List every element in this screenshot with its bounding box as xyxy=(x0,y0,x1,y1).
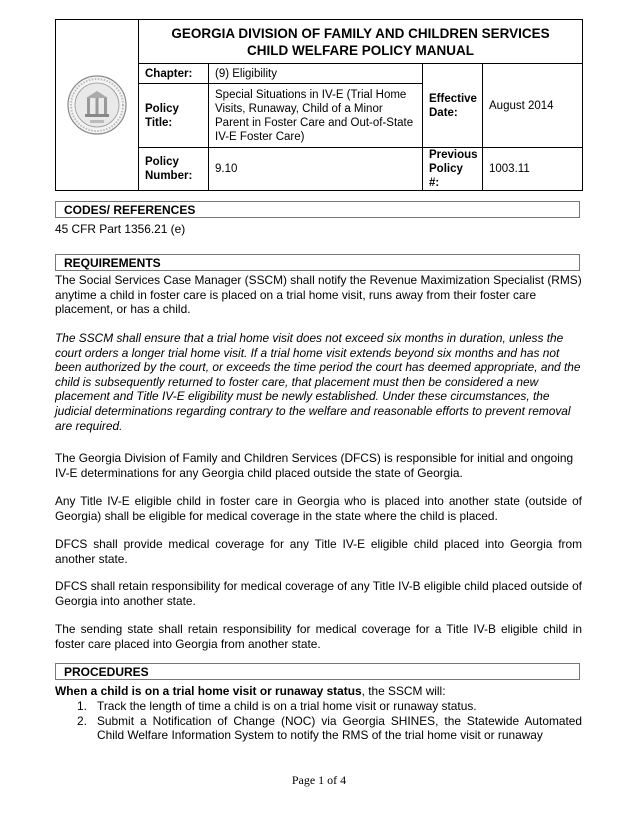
previous-policy-label: Previous Policy #: xyxy=(423,148,483,191)
requirements-paragraph-6: DFCS shall retain responsibility for medical coverage of any Title IV-B eligible child placed outside of Georgia into another state. xyxy=(55,579,582,608)
chapter-label: Chapter: xyxy=(139,64,209,84)
manual-title-line2: CHILD WELFARE POLICY MANUAL xyxy=(247,42,474,58)
page-number: Page 1 of 4 xyxy=(291,773,347,787)
requirements-paragraph-4: Any Title IV-E eligible child in foster care in Georgia who is placed into another state (outside of Georgia) shall be eligible for medical coverage in the state where the child is placed. xyxy=(55,494,582,523)
policy-header-table xyxy=(55,19,583,191)
procedures-heading: PROCEDURES xyxy=(55,663,580,680)
effective-date-value: August 2014 xyxy=(483,64,583,148)
requirements-heading: REQUIREMENTS xyxy=(55,254,580,271)
list-item-number: 1. xyxy=(77,699,87,713)
codes-references-text: 45 CFR Part 1356.21 (e) xyxy=(55,222,186,236)
policy-title-value: Special Situations in IV-E (Trial Home Visits, Runaway, Child of a Minor Parent in Foster Care and Out-of-State IV-E Foster Care) xyxy=(209,84,423,148)
requirements-paragraph-1: The Social Services Case Manager (SSCM) shall notify the Revenue Maximization Specialist (RMS) anytime a child in foster care is placed on a trial home visit, runs away from their foster care placement, or has a child. xyxy=(55,273,582,317)
requirements-paragraph-2: The SSCM shall ensure that a trial home visit does not exceed six months in duration, unless the court orders a longer trial home visit. If a trial home visit extends beyond six months and has not been authorized by the court, or exceeds the time period the court has deemed appropriate, and the child is subsequently returned to foster care, that placement must then be considered a new placement and Title IV-E eligibility must be newly established. Under these circumstances, the judicial determinations regarding contrary to the welfare and reasonable efforts to prevent removal are required. xyxy=(55,331,581,433)
procedures-intro-rest: , the SSCM will: xyxy=(361,684,446,698)
previous-policy-value: 1003.11 xyxy=(483,148,583,191)
effective-date-label: Effective Date: xyxy=(423,64,483,148)
list-item-text: Track the length of time a child is on a trial home visit or runaway status. xyxy=(97,699,477,713)
procedures-intro-bold: When a child is on a trial home visit or runaway status xyxy=(55,684,362,698)
procedures-list xyxy=(55,699,582,743)
seal-cell xyxy=(56,20,139,191)
manual-title xyxy=(139,20,583,64)
procedures-intro xyxy=(55,684,582,699)
chapter-value: (9) Eligibility xyxy=(209,64,423,84)
policy-number-value: 9.10 xyxy=(209,148,423,191)
policy-number-label: Policy Number: xyxy=(139,148,209,191)
requirements-paragraph-7: The sending state shall retain responsibility for medical coverage for a Title IV-B eligible child in foster care placed into Georgia from another state. xyxy=(55,622,582,651)
manual-title-line1: GEORGIA DIVISION OF FAMILY AND CHILDREN SERVICES xyxy=(171,25,550,41)
codes-references-heading: CODES/ REFERENCES xyxy=(55,201,580,218)
georgia-seal-icon xyxy=(66,74,128,136)
requirements-paragraph-3: The Georgia Division of Family and Children Services (DFCS) is responsible for initial and ongoing IV-E determinations for any Georgia child placed outside the state of Georgia. xyxy=(55,451,574,480)
list-item xyxy=(55,714,582,743)
list-item-number: 2. xyxy=(77,713,87,728)
policy-title-label: Policy Title: xyxy=(139,84,209,148)
list-item-text: Submit a Notification of Change (NOC) via Georgia SHINES, the Statewide Automated Child Welfare Information System to notify the RMS of the trial home visit or runaway xyxy=(97,713,582,743)
requirements-paragraph-5: DFCS shall provide medical coverage for any Title IV-E eligible child placed into Georgia from another state. xyxy=(55,537,582,566)
list-item xyxy=(55,699,582,714)
